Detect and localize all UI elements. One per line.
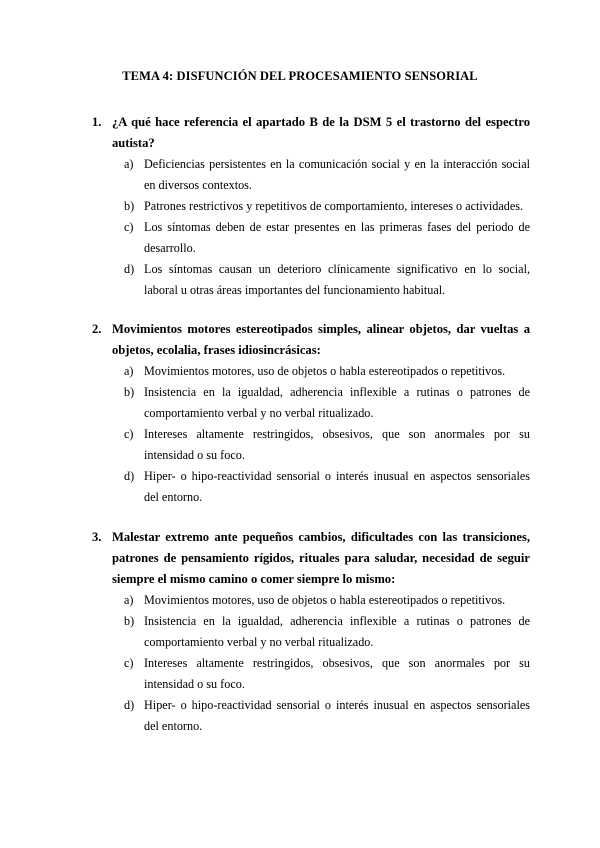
option-letter: b) [124,614,135,628]
option-text: Los síntomas causan un deterioro clínicamente significativo en lo social, laboral u otras áreas importantes del funcionamiento habitual. [144,262,530,297]
question-3-heading [92,527,530,590]
question-2-heading [92,319,530,361]
option-letter: d) [124,262,135,276]
option-b [92,382,530,424]
option-letter: b) [124,199,135,213]
option-text: Deficiencias persistentes en la comunicación social y en la interacción social en diversos contextos. [144,157,530,192]
option-d [92,695,530,737]
option-letter: d) [124,469,135,483]
option-b [92,611,530,653]
question-1-heading [92,112,530,154]
option-text: Movimientos motores, uso de objetos o habla estereotipados o repetitivos. [144,593,506,607]
option-letter: a) [124,593,134,607]
option-letter: a) [124,364,134,378]
option-letter: a) [124,157,134,171]
option-list [92,361,530,508]
option-d [92,466,530,508]
question-text: Malestar extremo ante pequeños cambios, dificultades con las transiciones, patrones de pensamiento rígidos, rituales para saludar, necesidad de seguir siempre el mismo camino o comer siempre lo mismo: [112,530,530,586]
question-3 [92,527,530,737]
question-number: 2. [92,322,102,336]
option-text: Intereses altamente restringidos, obsesivos, que son anormales por su intensidad o su foco. [144,656,530,691]
option-letter: d) [124,698,135,712]
option-c [92,424,530,466]
option-list [92,154,530,301]
option-text: Intereses altamente restringidos, obsesivos, que son anormales por su intensidad o su foco. [144,427,530,462]
question-number: 3. [92,530,102,544]
question-number: 1. [92,115,102,129]
question-1 [92,112,530,301]
option-c [92,653,530,695]
option-text: Movimientos motores, uso de objetos o habla estereotipados o repetitivos. [144,364,506,378]
option-text: Hiper- o hipo-reactividad sensorial o interés inusual en aspectos sensoriales del entorno. [144,469,530,504]
option-d [92,259,530,301]
page-title: TEMA 4: DISFUNCIÓN DEL PROCESAMIENTO SENSORIAL [122,69,478,83]
option-text: Hiper- o hipo-reactividad sensorial o interés inusual en aspectos sensoriales del entorno. [144,698,530,733]
question-text: ¿A qué hace referencia el apartado B de la DSM 5 el trastorno del espectro autista? [112,115,530,150]
option-letter: c) [124,656,134,670]
option-a [92,361,530,382]
option-letter: c) [124,220,134,234]
option-c [92,217,530,259]
option-text: Insistencia en la igualdad, adherencia inflexible a rutinas o patrones de comportamiento verbal y no verbal ritualizado. [144,385,530,420]
option-a [92,154,530,196]
option-b [92,196,530,217]
question-text: Movimientos motores estereotipados simples, alinear objetos, dar vueltas a objetos, ecolalia, frases idiosincrásicas: [112,322,530,357]
option-a [92,590,530,611]
option-letter: b) [124,385,135,399]
option-list [92,590,530,737]
option-letter: c) [124,427,134,441]
option-text: Insistencia en la igualdad, adherencia inflexible a rutinas o patrones de comportamiento verbal y no verbal ritualizado. [144,614,530,649]
question-2 [92,319,530,508]
option-text: Patrones restrictivos y repetitivos de comportamiento, intereses o actividades. [144,199,524,213]
option-text: Los síntomas deben de estar presentes en las primeras fases del periodo de desarrollo. [144,220,530,255]
